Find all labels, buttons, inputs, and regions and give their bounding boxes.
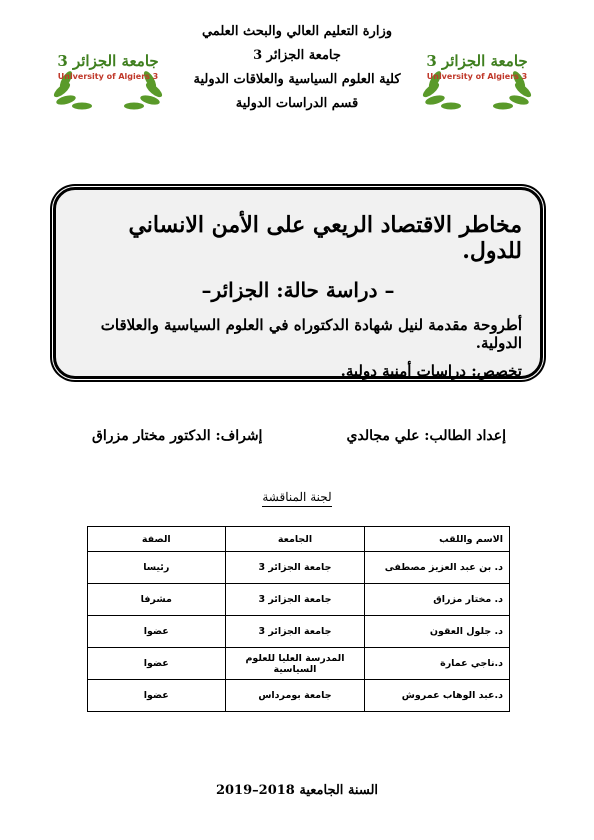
member-university: جامعة الجزائر 3: [225, 552, 365, 584]
student-line: إعداد الطالب: علي مجالدي: [346, 428, 506, 444]
member-university: جامعة بومرداس: [225, 680, 365, 712]
ministry-name: وزارة التعليم العالي والبحث العلمي: [201, 24, 393, 39]
member-name: د. بن عبد العزيز مصطفى: [365, 552, 510, 584]
table-row: [88, 680, 510, 712]
table-row: [88, 648, 510, 680]
header-role: الصفة: [88, 527, 226, 552]
table-header-row: [88, 527, 510, 552]
case-study-subtitle: – دراسة حالة: الجزائر–: [201, 278, 395, 302]
thesis-title: مخاطر الاقتصاد الريعي على الأمن الانساني للدول.: [128, 212, 522, 264]
svg-text:University of Algiers 3: University of Algiers 3: [57, 72, 159, 81]
specialty-line: تخصص: دراسات أمنية دولية.: [340, 362, 522, 380]
header-university: الجامعة: [225, 527, 365, 552]
member-role: عضوا: [88, 648, 226, 680]
department-name: قسم الدراسات الدولية: [235, 96, 359, 111]
committee-title: لجنة المناقشة: [0, 490, 594, 504]
header-name: الاسم واللقب: [365, 527, 510, 552]
member-role: رئيسا: [88, 552, 226, 584]
member-role: مشرفا: [88, 584, 226, 616]
committee-table: [87, 526, 510, 712]
table-row: [88, 616, 510, 648]
member-university: جامعة الجزائر 3: [225, 616, 365, 648]
table-row: [88, 584, 510, 616]
svg-text:جامعة الجزائر 3: جامعة الجزائر 3: [57, 52, 159, 70]
member-university: جامعة الجزائر 3: [225, 584, 365, 616]
table-row: [88, 552, 510, 584]
member-name: د.ناجي عمارة: [365, 648, 510, 680]
member-name: د.عبد الوهاب عمروش: [365, 680, 510, 712]
member-name: د. جلول العقون: [365, 616, 510, 648]
university-name: جامعة الجزائر 3: [253, 48, 341, 63]
member-university: المدرسة العليا للعلوم السياسية: [225, 648, 365, 680]
university-logo-left: [52, 42, 164, 112]
faculty-name: كلية العلوم السياسية والعلاقات الدولية: [193, 72, 401, 87]
member-name: د. مختار مزراق: [365, 584, 510, 616]
academic-year: السنة الجامعية 2018–2019: [215, 783, 379, 798]
svg-text:جامعة الجزائر 3: جامعة الجزائر 3: [426, 52, 528, 70]
thesis-description: أطروحة مقدمة لنيل شهادة الدكتوراه في العلوم السياسية والعلاقات الدولية.: [100, 316, 522, 352]
svg-text:University of Algiers 3: University of Algiers 3: [426, 72, 528, 81]
member-role: عضوا: [88, 616, 226, 648]
supervisor-line: إشراف: الدكتور مختار مزراق: [92, 428, 263, 444]
institution-header: [150, 20, 444, 116]
member-role: عضوا: [88, 680, 226, 712]
thesis-title-box: [53, 187, 543, 379]
